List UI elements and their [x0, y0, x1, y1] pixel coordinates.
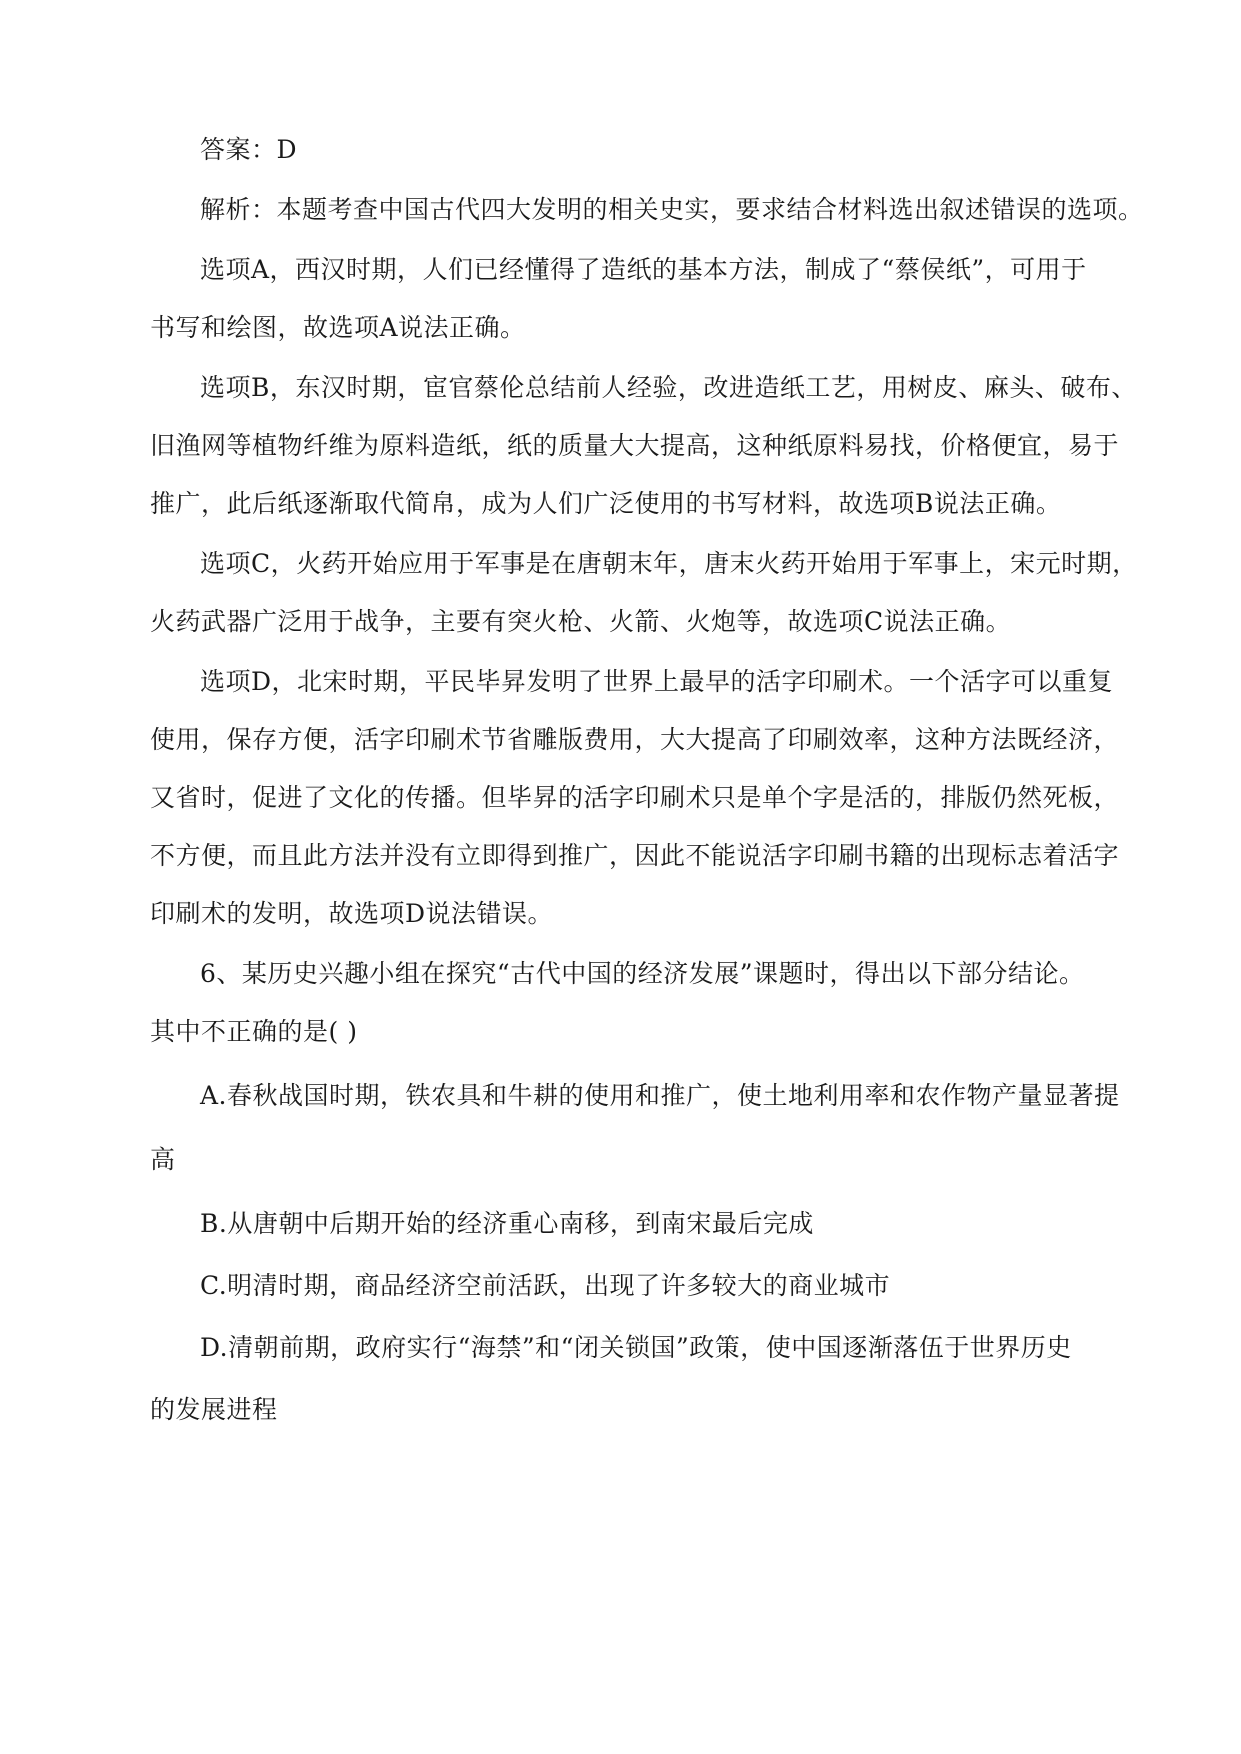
analysis-option-d-line-1: 选项D，北宋时期，平民毕昇发明了世界上最早的活字印刷术。一个活字可以重复: [200, 667, 1114, 696]
analysis-option-d-line-4: 不方便，而且此方法并没有立即得到推广，因此不能说活字印刷书籍的出现标志着活字: [150, 841, 1120, 870]
analysis-option-b-line-1: 选项B，东汉时期，宦官蔡伦总结前人经验，改进造纸工艺，用树皮、麻头、破布、: [200, 373, 1137, 402]
analysis-option-d-line-2: 使用，保存方便，活字印刷术节省雕版费用，大大提高了印刷效率，这种方法既经济，: [150, 725, 1120, 754]
analysis-option-d-line-3: 又省时，促进了文化的传播。但毕昇的活字印刷术只是单个字是活的，排版仍然死板，: [150, 783, 1120, 812]
question-6-stem-line-1: 6、某历史兴趣小组在探究“古代中国的经济发展”课题时，得出以下部分结论。: [200, 959, 1085, 988]
question-6-option-a-line-2: 高: [150, 1145, 176, 1174]
analysis-option-d-line-5: 印刷术的发明，故选项D说法错误。: [150, 899, 554, 928]
analysis-option-c-line-1: 选项C，火药开始应用于军事是在唐朝末年，唐末火药开始用于军事上，宋元时期，: [200, 549, 1138, 578]
question-6-option-c: C.明清时期，商品经济空前活跃，出现了许多较大的商业城市: [200, 1271, 891, 1300]
analysis-intro: 解析：本题考查中国古代四大发明的相关史实，要求结合材料选出叙述错误的选项。: [200, 195, 1144, 224]
answer-line: 答案：D: [200, 135, 298, 164]
question-6-option-d-line-2: 的发展进程: [150, 1395, 278, 1424]
analysis-option-c-line-2: 火药武器广泛用于战争，主要有突火枪、火箭、火炮等，故选项C说法正确。: [150, 607, 1012, 636]
question-6-option-d-line-1: D.清朝前期，政府实行“海禁”和“闭关锁国”政策，使中国逐渐落伍于世界历史: [200, 1333, 1072, 1362]
question-6-option-b: B.从唐朝中后期开始的经济重心南移，到南宋最后完成: [200, 1209, 814, 1238]
analysis-option-a-line-1: 选项A，西汉时期，人们已经懂得了造纸的基本方法，制成了“蔡侯纸”，可用于: [200, 255, 1087, 284]
question-6-option-a-line-1: A.春秋战国时期，铁农具和牛耕的使用和推广，使土地利用率和农作物产量显著提: [200, 1081, 1120, 1110]
analysis-option-b-line-3: 推广，此后纸逐渐取代简帛，成为人们广泛使用的书写材料，故选项B说法正确。: [150, 489, 1062, 518]
analysis-option-b-line-2: 旧渔网等植物纤维为原料造纸，纸的质量大大提高，这种纸原料易找，价格便宜，易于: [150, 431, 1120, 460]
question-6-stem-line-2: 其中不正确的是( ): [150, 1017, 358, 1046]
analysis-option-a-line-2: 书写和绘图，故选项A说法正确。: [150, 313, 526, 342]
